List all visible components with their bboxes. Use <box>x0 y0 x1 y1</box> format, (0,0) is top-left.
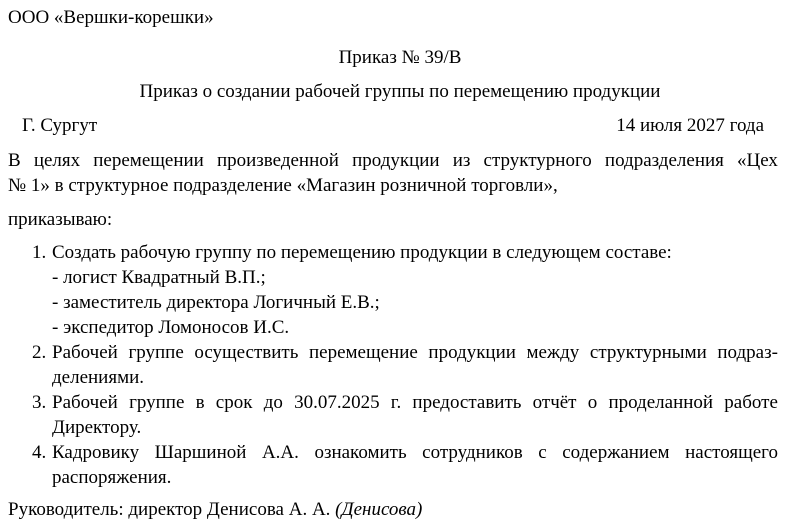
word: в <box>195 392 205 413</box>
word: Кадровику <box>52 442 140 463</box>
word: структурными <box>589 342 707 363</box>
word: подразделения <box>604 150 724 171</box>
word: между <box>526 342 580 363</box>
word: о <box>587 392 598 413</box>
word: Рабочей <box>52 342 118 363</box>
word: А.А. <box>261 442 299 463</box>
handwritten-signature: (Денисова) <box>335 499 423 520</box>
signature-line <box>8 498 422 522</box>
word: группе <box>129 392 185 413</box>
word: целях <box>33 150 81 171</box>
member-2: - заместитель директора Логичный Е.В.; <box>52 292 380 313</box>
word: перемещении <box>93 150 204 171</box>
word: предоставить <box>412 392 522 413</box>
order-word: приказываю: <box>8 209 113 230</box>
order-number: Приказ № 39/В <box>338 47 462 68</box>
item-3-line-2: Директору. <box>52 417 142 438</box>
order-date: 14 июля 2027 года <box>616 115 764 136</box>
preamble-line-2: № 1» в структурное подразделение «Магазин розничной торговли», <box>8 175 558 196</box>
item-4-number: 4. <box>32 442 47 463</box>
item-2-number: 2. <box>32 342 47 363</box>
word: работе <box>724 392 778 413</box>
word: «Цех <box>737 150 778 171</box>
word: из <box>452 150 471 171</box>
word: до <box>263 392 283 413</box>
item-3-number: 3. <box>32 392 47 413</box>
word: отчёт <box>532 392 577 413</box>
word: Рабочей <box>52 392 118 413</box>
preamble-line-1 <box>8 149 778 173</box>
word: произведенной <box>216 150 339 171</box>
order-title: Приказ о создании рабочей группы по перемещению продукции <box>139 81 661 102</box>
word: продукции <box>352 150 440 171</box>
word: ознакомить <box>314 442 407 463</box>
word: группе <box>128 342 184 363</box>
item-4-line-2: распоряжения. <box>52 467 172 488</box>
word: подраз- <box>717 342 778 363</box>
word: 30.07.2025 <box>294 392 380 413</box>
organization-name: ООО «Вершки-корешки» <box>8 7 214 28</box>
signature-label: Руководитель: директор Денисова А. А. <box>8 499 331 520</box>
item-1-number: 1. <box>32 242 47 263</box>
word: срок <box>215 392 253 413</box>
word: с <box>538 442 547 463</box>
word: Шаршиной <box>154 442 247 463</box>
item-2-line-1 <box>52 341 778 365</box>
item-2-line-2: делениями. <box>52 367 145 388</box>
word: проделанной <box>608 392 714 413</box>
item-4-line-1 <box>52 441 778 465</box>
city: Г. Сургут <box>22 115 98 136</box>
word: настоящего <box>685 442 778 463</box>
item-3-line-1 <box>52 391 778 415</box>
item-1-text: Создать рабочую группу по перемещению продукции в следующем составе: <box>52 242 672 263</box>
member-1: - логист Квадратный В.П.; <box>52 267 266 288</box>
word: В <box>8 150 21 171</box>
word: г. <box>390 392 402 413</box>
member-3: - экспедитор Ломоносов И.С. <box>52 317 290 338</box>
word: содержанием <box>562 442 670 463</box>
word: осуществить <box>194 342 299 363</box>
word: сотрудников <box>422 442 523 463</box>
word: продукции <box>428 342 516 363</box>
word: структурного <box>483 150 592 171</box>
word: перемещение <box>308 342 418 363</box>
